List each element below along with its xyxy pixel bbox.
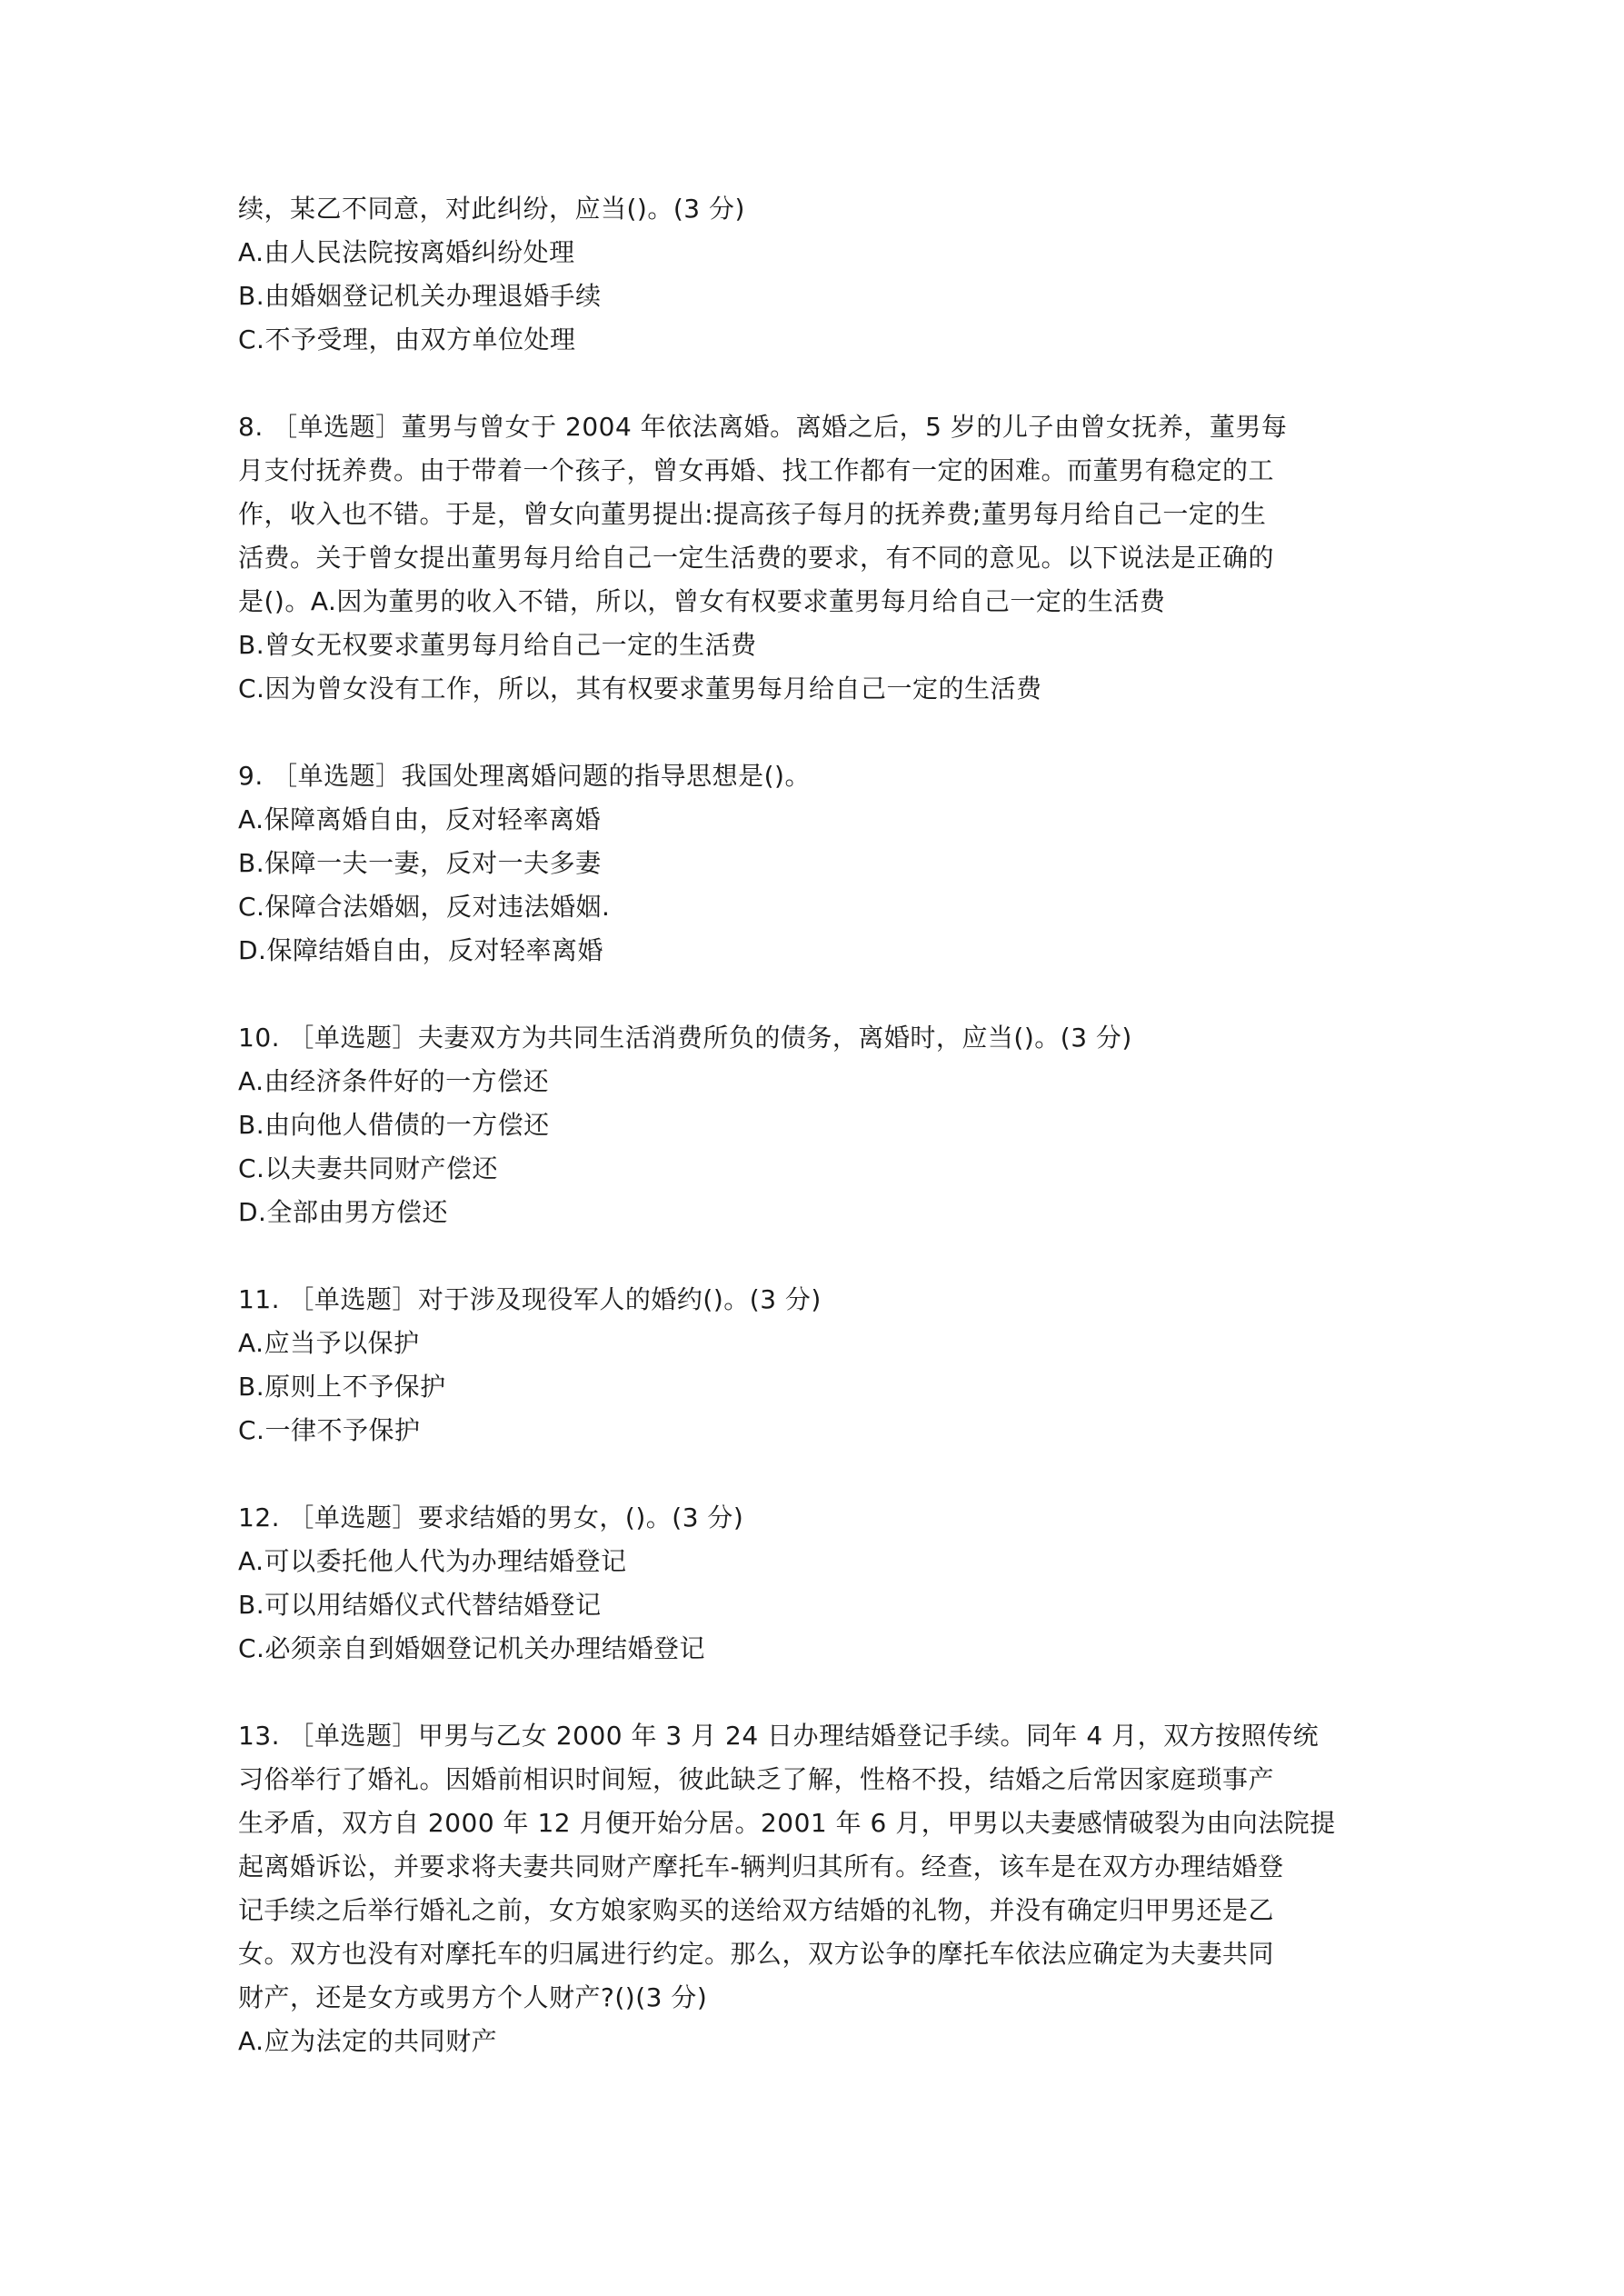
question-stem-line: 财产，还是女方或男方个人财产?()(3 分)	[238, 1982, 708, 2012]
question-stem-line: 作，收入也不错。于是，曾女向董男提出:提高孩子每月的抚养费;董男每月给自己一定的生	[238, 499, 1267, 529]
document-page	[238, 187, 1420, 2063]
question-7	[238, 187, 1420, 362]
question-10	[238, 1016, 1420, 1234]
option-a: A.保障离婚自由，反对轻率离婚	[238, 804, 602, 834]
question-stem-line: 习俗举行了婚礼。因婚前相识时间短，彼此缺乏了解，性格不投，结婚之后常因家庭琐事产	[238, 1764, 1275, 1794]
option-c: C.保障合法婚姻，反对违法婚姻.	[238, 892, 611, 922]
option-b: B.由婚姻登记机关办理退婚手续	[238, 281, 602, 311]
question-stem-line: 续，某乙不同意，对此纠纷，应当()。(3 分)	[238, 194, 745, 224]
question-9	[238, 754, 1420, 973]
question-stem: 9. ［单选题］我国处理离婚问题的指导思想是()。	[238, 761, 811, 791]
option-c: C.一律不予保护	[238, 1415, 421, 1445]
question-stem-line: 活费。关于曾女提出董男每月给自己一定生活费的要求，有不同的意见。以下说法是正确的	[238, 543, 1275, 573]
option-a: A.由经济条件好的一方偿还	[238, 1066, 550, 1096]
option-b: B.保障一夫一妻，反对一夫多妻	[238, 848, 602, 878]
option-c: C.必须亲自到婚姻登记机关办理结婚登记	[238, 1633, 705, 1663]
question-stem: 11. ［单选题］对于涉及现役军人的婚约()。(3 分)	[238, 1284, 822, 1314]
question-stem-line: 8. ［单选题］董男与曾女于 2004 年依法离婚。离婚之后，5 岁的儿子由曾女抚养，董男每	[238, 412, 1288, 442]
option-d: D.全部由男方偿还	[238, 1197, 448, 1227]
question-stem-line: 13. ［单选题］甲男与乙女 2000 年 3 月 24 日办理结婚登记手续。同年 4 月，双方按照传统	[238, 1721, 1320, 1751]
question-stem-line: 女。双方也没有对摩托车的归属进行约定。那么，双方讼争的摩托车依法应确定为夫妻共同	[238, 1939, 1275, 1969]
question-stem: 12. ［单选题］要求结婚的男女，()。(3 分)	[238, 1502, 744, 1532]
question-stem-line: 是()。A.因为董男的收入不错，所以，曾女有权要求董男每月给自己一定的生活费	[238, 586, 1166, 616]
option-a: A.应为法定的共同财产	[238, 2026, 498, 2056]
option-a: A.由人民法院按离婚纠纷处理	[238, 237, 575, 267]
option-b: B.由向他人借债的一方偿还	[238, 1110, 550, 1140]
question-stem: 10. ［单选题］夫妻双方为共同生活消费所负的债务，离婚时，应当()。(3 分)	[238, 1023, 1132, 1053]
option-b: B.原则上不予保护	[238, 1372, 446, 1402]
option-b: B.曾女无权要求董男每月给自己一定的生活费	[238, 630, 757, 660]
question-stem-line: 记手续之后举行婚礼之前，女方娘家购买的送给双方结婚的礼物，并没有确定归甲男还是乙	[238, 1895, 1275, 1925]
question-11	[238, 1278, 1420, 1452]
option-a: A.可以委托他人代为办理结婚登记	[238, 1546, 627, 1576]
option-d: D.保障结婚自由，反对轻率离婚	[238, 935, 603, 965]
question-stem-line: 月支付抚养费。由于带着一个孩子，曾女再婚、找工作都有一定的困难。而董男有稳定的工	[238, 455, 1275, 485]
question-13	[238, 1714, 1420, 2063]
option-a: A.应当予以保护	[238, 1328, 420, 1358]
option-c: C.以夫妻共同财产偿还	[238, 1153, 498, 1183]
question-8	[238, 405, 1420, 711]
option-c: C.不予受理，由双方单位处理	[238, 324, 576, 354]
question-stem-line: 起离婚诉讼，并要求将夫妻共同财产摩托车-辆判归其所有。经查，该车是在双方办理结婚登	[238, 1852, 1284, 1882]
question-12	[238, 1496, 1420, 1671]
question-stem-line: 生矛盾，双方自 2000 年 12 月便开始分居。2001 年 6 月，甲男以夫妻感情破裂为由向法院提	[238, 1808, 1336, 1838]
option-c: C.因为曾女没有工作，所以，其有权要求董男每月给自己一定的生活费	[238, 674, 1042, 704]
option-b: B.可以用结婚仪式代替结婚登记	[238, 1590, 602, 1620]
